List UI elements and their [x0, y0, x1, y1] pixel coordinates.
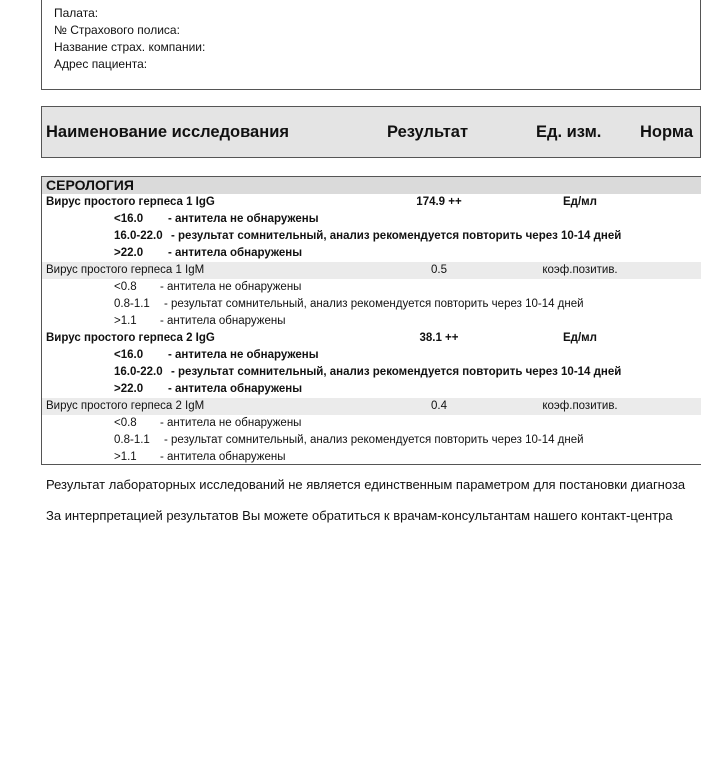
test-unit: Ед/мл	[563, 196, 597, 208]
reference-description: - антитела не обнаружены	[168, 349, 319, 361]
reference-row	[42, 381, 701, 398]
reference-row	[42, 245, 701, 262]
test-row	[42, 262, 701, 279]
reference-description: - антитела не обнаружены	[168, 213, 319, 225]
reference-row	[42, 211, 701, 228]
test-row	[42, 194, 701, 211]
reference-row	[42, 228, 701, 245]
reference-row	[42, 415, 701, 432]
test-name: Вирус простого герпеса 1 IgM	[46, 264, 205, 276]
test-row	[42, 398, 701, 415]
section-title: СЕРОЛОГИЯ	[42, 177, 701, 194]
reference-row	[42, 432, 701, 449]
test-result: 174.9 ++	[416, 196, 462, 208]
insurance-company-label: Название страх. компании:	[54, 40, 206, 54]
reference-row	[42, 347, 701, 364]
reference-row	[42, 296, 701, 313]
results-table	[41, 176, 701, 465]
test-result: 38.1 ++	[419, 332, 459, 344]
reference-description: - антитела обнаружены	[160, 451, 286, 463]
reference-threshold: >1.1	[114, 315, 137, 327]
reference-threshold: 0.8-1.1	[114, 434, 150, 446]
ward-label: Палата:	[54, 6, 99, 20]
footer-note: За интерпретацией результатов Вы можете обратиться к врачам-консультантам нашего контакт-центра	[46, 508, 673, 523]
reference-description: - результат сомнительный, анализ рекомендуется повторить через 10-14 дней	[171, 366, 622, 378]
reference-threshold: <16.0	[114, 349, 144, 361]
test-unit: коэф.позитив.	[542, 264, 618, 276]
reference-threshold: <0.8	[114, 281, 137, 293]
test-result: 0.4	[431, 400, 447, 412]
test-name: Вирус простого герпеса 2 IgM	[46, 400, 205, 412]
reference-description: - результат сомнительный, анализ рекомендуется повторить через 10-14 дней	[164, 434, 584, 446]
test-unit: Ед/мл	[563, 332, 597, 344]
reference-description: - антитела не обнаружены	[160, 281, 302, 293]
reference-threshold: 16.0-22.0	[114, 366, 163, 378]
reference-row	[42, 364, 701, 381]
column-header-name: Наименование исследования	[46, 123, 289, 141]
reference-description: - антитела обнаружены	[168, 383, 303, 395]
reference-threshold: >22.0	[114, 247, 144, 259]
reference-description: - антитела не обнаружены	[160, 417, 302, 429]
reference-threshold: >22.0	[114, 383, 144, 395]
reference-threshold: 0.8-1.1	[114, 298, 150, 310]
reference-description: - антитела обнаружены	[168, 247, 303, 259]
reference-row	[42, 449, 701, 466]
footer-note: Результат лабораторных исследований не является единственным параметром для постановки диагноза	[46, 477, 686, 492]
column-header-unit: Ед. изм.	[536, 123, 602, 141]
column-header-norm: Норма	[640, 123, 694, 141]
test-name: Вирус простого герпеса 2 IgG	[46, 332, 215, 344]
reference-threshold: 16.0-22.0	[114, 230, 163, 242]
reference-row	[42, 279, 701, 296]
reference-description: - результат сомнительный, анализ рекомендуется повторить через 10-14 дней	[164, 298, 584, 310]
patient-info-box	[41, 0, 701, 90]
test-name: Вирус простого герпеса 1 IgG	[46, 196, 215, 208]
table-header	[41, 106, 701, 158]
column-header-result: Результат	[387, 123, 469, 141]
reference-description: - антитела обнаружены	[160, 315, 286, 327]
reference-row	[42, 313, 701, 330]
reference-description: - результат сомнительный, анализ рекомендуется повторить через 10-14 дней	[171, 230, 622, 242]
test-row	[42, 330, 701, 347]
reference-threshold: <0.8	[114, 417, 137, 429]
reference-threshold: >1.1	[114, 451, 137, 463]
reference-threshold: <16.0	[114, 213, 144, 225]
address-label: Адрес пациента:	[54, 57, 148, 71]
test-unit: коэф.позитив.	[542, 400, 618, 412]
policy-label: № Страхового полиса:	[54, 23, 180, 37]
test-result: 0.5	[431, 264, 447, 276]
